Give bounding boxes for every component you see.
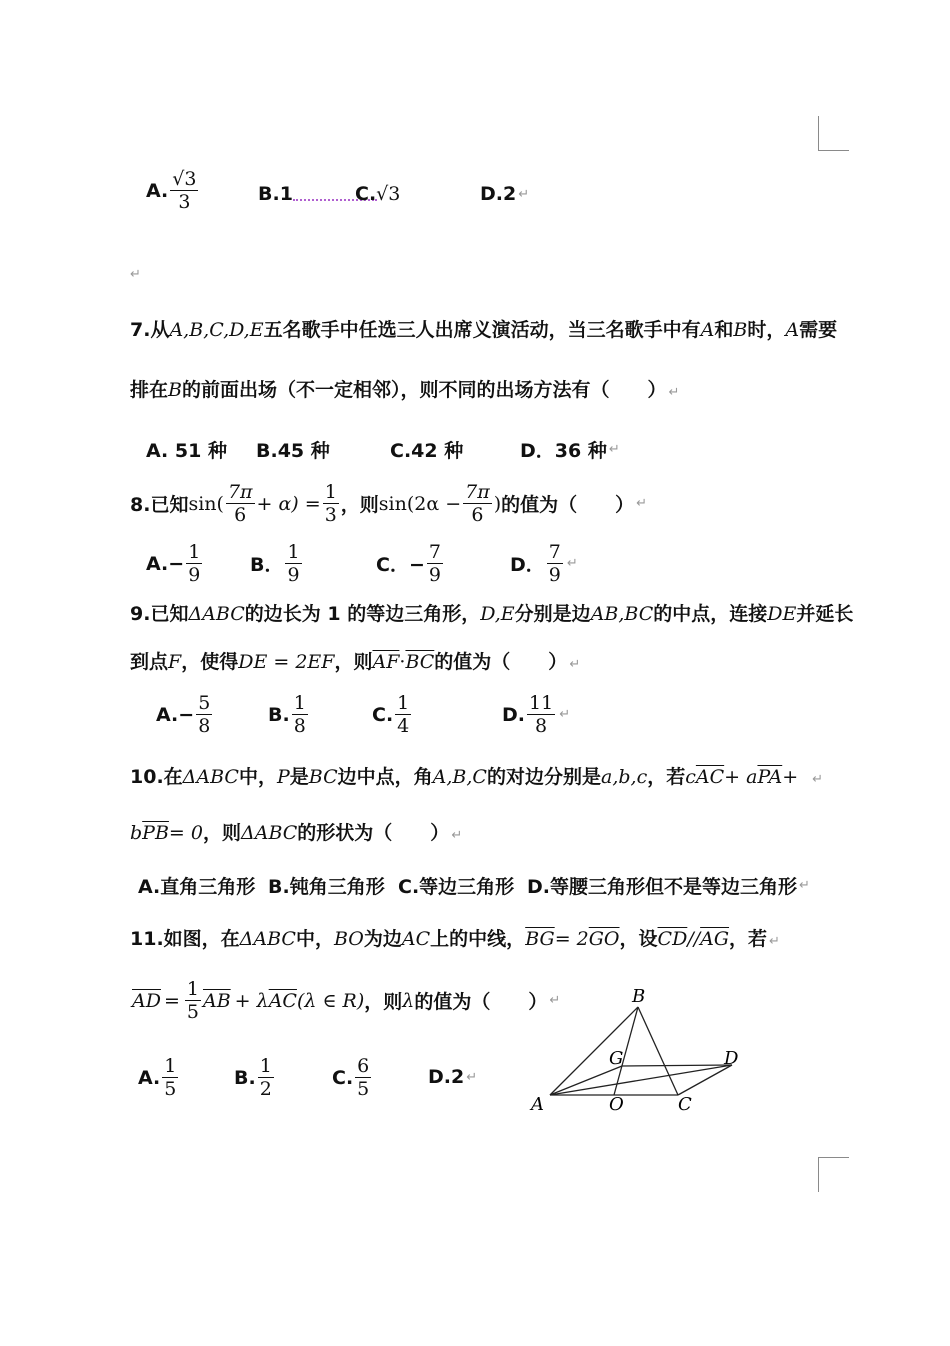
q8-d-fraction — [547, 541, 563, 586]
q9-b-den: 8 — [293, 715, 306, 737]
q8-math: sin( — [188, 492, 224, 515]
q9-vector: $\overline{BC}$ — [405, 651, 435, 673]
q10-text: 边中点，角 — [337, 766, 433, 788]
q11-option-b — [234, 1055, 276, 1100]
q9-math: ΔABC — [188, 603, 245, 625]
q7-b-text: B.45 种 — [256, 440, 330, 462]
paragraph-mark: ↵ — [608, 442, 620, 457]
q10-math: = 0 — [168, 822, 203, 844]
q11-math: BO — [333, 928, 364, 950]
q9-a-den: 8 — [198, 715, 211, 737]
label-C: C — [678, 1094, 692, 1115]
label-G: G — [609, 1048, 624, 1069]
q8-fraction-2 — [323, 481, 339, 526]
paragraph-mark: ↵ — [559, 707, 571, 722]
q11-text: ，若 — [729, 928, 768, 950]
q10-text: 10.在 — [130, 766, 183, 788]
paragraph-mark: ↵ — [518, 186, 530, 202]
q10-math: a,b,c — [601, 766, 648, 788]
q10-text: ，则 — [202, 822, 241, 844]
q7-line-2 — [130, 376, 679, 407]
q10-text: ，若 — [647, 766, 686, 788]
q9-option-c — [372, 692, 413, 737]
page-corner-mark-top — [818, 116, 849, 151]
q9-option-d — [502, 692, 570, 737]
q8-d-num: 7 — [548, 541, 561, 563]
q8-c-fraction — [427, 541, 443, 586]
q10-vector: $\overline{AC}$ — [695, 766, 725, 788]
q11-num: 1 — [186, 978, 199, 1000]
q9-a-label: A.− — [156, 703, 195, 726]
q9-math: DE — [767, 603, 797, 625]
segment-AG — [550, 1066, 622, 1095]
segment-BC — [638, 1007, 678, 1095]
q11-vector: $\overline{AC}$ — [268, 989, 297, 1012]
q10-math: c — [685, 766, 696, 788]
empty-paragraph — [128, 258, 141, 289]
q7-math: B — [168, 379, 182, 401]
q11-vector: $\overline{CD}$ — [657, 928, 688, 950]
q9-b-num: 1 — [293, 692, 306, 714]
q9-option-a — [156, 692, 214, 737]
q11-c-num: 6 — [357, 1055, 370, 1077]
q9-text: 到点 — [130, 651, 169, 673]
q9-a-fraction — [196, 692, 212, 737]
q9-line-1 — [130, 600, 853, 628]
q10-option-d — [527, 872, 810, 899]
q9-a-num: 5 — [198, 692, 211, 714]
q11-vector: $\overline{AB}$ — [202, 989, 231, 1012]
q6-option-a — [146, 168, 200, 213]
q11-b-fraction — [258, 1055, 274, 1100]
q11-den: 5 — [186, 1001, 199, 1023]
q8-option-b — [250, 541, 304, 586]
q10-line-1 — [130, 763, 823, 794]
q11-line-1 — [130, 925, 780, 956]
q9-math: · — [399, 651, 406, 673]
q11-fraction — [185, 978, 201, 1023]
q8-a-num: 1 — [188, 541, 201, 563]
q11-text: ，则 — [364, 991, 403, 1013]
q11-b-num: 1 — [259, 1055, 272, 1077]
paragraph-mark: ↵ — [130, 267, 141, 282]
q10-option-a — [138, 872, 255, 899]
label-O: O — [609, 1094, 624, 1115]
q9-c-label: C. — [372, 703, 394, 726]
q11-line-2 — [132, 978, 560, 1023]
q8-a-label: A.− — [146, 552, 185, 575]
q8-c-num: 7 — [428, 541, 441, 563]
q9-c-den: 4 — [397, 715, 410, 737]
q9-text: ，使得 — [181, 651, 239, 673]
label-A: A — [531, 1094, 544, 1115]
q11-vector: $\overline{AD}$ — [132, 989, 161, 1012]
q8-option-d — [510, 541, 578, 586]
paragraph-mark: ↵ — [799, 878, 810, 893]
q9-d-num: 11 — [529, 692, 554, 714]
paragraph-mark: ↵ — [466, 1069, 478, 1085]
q11-a-fraction — [162, 1055, 178, 1100]
q11-math: = — [163, 989, 180, 1012]
q8-stem — [130, 481, 647, 526]
q8-b-fraction — [285, 541, 301, 586]
q10-text: 的形状为（ ） — [297, 822, 450, 844]
q6-c-label: C. — [355, 183, 377, 205]
q11-a-den: 5 — [164, 1078, 177, 1100]
q8-f1-num: 7π — [227, 481, 253, 503]
q9-math: DE = 2EF — [238, 651, 335, 673]
paragraph-mark: ↵ — [636, 496, 648, 511]
q6-c-value: √3 — [376, 183, 401, 205]
q11-vector: $\overline{AG}$ — [700, 928, 730, 950]
q9-vector: $\overline{AF}$ — [372, 651, 400, 673]
q8-f2-den: 3 — [324, 504, 337, 526]
q8-f1-den: 6 — [234, 504, 247, 526]
q11-math: // — [687, 928, 701, 950]
q7-option-b — [256, 436, 330, 463]
q9-c-fraction — [395, 692, 411, 737]
q9-d-den: 8 — [535, 715, 548, 737]
q8-option-a — [146, 541, 204, 586]
q8-d-den: 9 — [548, 564, 561, 586]
q11-c-label: C. — [332, 1066, 354, 1089]
q6-b-text: B.1 — [258, 183, 293, 205]
q7-math: A — [700, 319, 715, 341]
q7-a-text: A. 51 种 — [146, 440, 227, 462]
q11-d-text: D.2 — [428, 1066, 465, 1088]
q9-text: 分别是边 — [514, 603, 591, 625]
q9-d-label: D. — [502, 703, 525, 726]
q6-a-fraction — [170, 168, 198, 213]
q9-d-fraction — [527, 692, 555, 737]
q11-text: 上的中线， — [430, 928, 526, 950]
q9-text: 的中点，连接 — [653, 603, 768, 625]
q9-c-num: 1 — [397, 692, 410, 714]
q11-option-d — [428, 1066, 477, 1088]
q8-b-den: 9 — [287, 564, 300, 586]
q6-option-d — [480, 183, 529, 205]
q8-b-label: B． — [250, 554, 284, 576]
q10-math: P — [276, 766, 290, 788]
q6-a-den: 3 — [178, 191, 191, 213]
q9-math: D,E — [480, 603, 515, 625]
q11-math: = 2 — [554, 928, 589, 950]
q11-text: 中， — [295, 928, 334, 950]
paragraph-mark: ↵ — [451, 828, 463, 843]
q8-fraction-3 — [463, 481, 492, 526]
paragraph-mark: ↵ — [569, 657, 581, 672]
q8-a-den: 9 — [188, 564, 201, 586]
page-corner-mark-bottom — [818, 1157, 849, 1192]
q10-vector: $\overline{PB}$ — [142, 822, 169, 844]
segment-AB — [550, 1007, 638, 1095]
q9-math: AB,BC — [590, 603, 654, 625]
q11-text: 的值为（ ） — [414, 991, 548, 1013]
q10-math: b — [130, 822, 143, 844]
q8-b-num: 1 — [287, 541, 300, 563]
q7-d-text: D．36 种 — [520, 440, 607, 462]
q10-d-text: D.等腰三角形但不是等边三角形 — [527, 876, 797, 898]
label-B: B — [632, 986, 646, 1007]
q9-text: 并延长 — [796, 603, 854, 625]
q9-b-fraction — [292, 692, 308, 737]
q7-math: B — [733, 319, 748, 341]
q9-text: ，则 — [334, 651, 373, 673]
q10-math: ΔABC — [241, 822, 298, 844]
q11-option-c — [332, 1055, 373, 1100]
q8-a-fraction — [186, 541, 202, 586]
q11-math: (λ ∈ R) — [296, 989, 365, 1012]
q8-text: 的值为（ ） — [501, 494, 635, 516]
q10-math: ΔABC — [182, 766, 239, 788]
q10-text: 是 — [289, 766, 309, 788]
q8-fraction-1 — [226, 481, 255, 526]
q6-d-text: D.2 — [480, 183, 517, 205]
q10-math: + — [782, 766, 799, 788]
q10-math: A,B,C — [432, 766, 487, 788]
q7-text: 7.从 — [130, 319, 170, 341]
q11-b-den: 2 — [259, 1078, 272, 1100]
q9-line-2 — [130, 648, 580, 679]
q11-geometry-figure — [520, 980, 780, 1120]
q8-c-label: C．− — [376, 554, 425, 576]
paragraph-mark: ↵ — [668, 385, 680, 400]
q11-text: 为边 — [363, 928, 402, 950]
q7-math: A,B,C,D,E — [169, 319, 264, 341]
q6-a-num: √3 — [172, 168, 197, 190]
q11-math: + λ — [234, 989, 269, 1012]
q10-option-b — [268, 872, 385, 899]
q8-f3-num: 7π — [465, 481, 490, 503]
q11-text: ，设 — [619, 928, 658, 950]
q7-math: A — [785, 319, 800, 341]
q7-text: 五名歌手中任选三人出席义演活动，当三名歌手中有 — [263, 319, 701, 341]
q10-math: + a — [724, 766, 758, 788]
q7-text: 和 — [714, 319, 734, 341]
q11-a-num: 1 — [164, 1055, 177, 1077]
q8-math: ) — [493, 492, 502, 515]
q6-option-c — [355, 183, 400, 205]
q9-text: 9.已知 — [130, 603, 189, 625]
q11-text: 11.如图，在 — [130, 928, 240, 950]
q7-text: 需要 — [799, 319, 838, 341]
q11-option-a — [138, 1055, 180, 1100]
paragraph-mark: ↵ — [566, 556, 578, 571]
q7-text: 的前面出场（不一定相邻），则不同的出场方法有（ ） — [181, 379, 667, 401]
q7-text: 时， — [747, 319, 786, 341]
q8-text: 8.已知 — [130, 494, 189, 516]
q9-option-b — [268, 692, 310, 737]
q10-text: 的对边分别是 — [486, 766, 601, 788]
q9-text: 的值为（ ） — [434, 651, 568, 673]
q9-text: 的边长为 1 的等边三角形， — [244, 603, 481, 625]
q10-a-text: A.直角三角形 — [138, 876, 256, 898]
q7-line-1 — [130, 316, 837, 344]
q11-vector: $\overline{GO}$ — [588, 928, 620, 950]
q8-d-label: D． — [510, 554, 545, 576]
q7-option-d — [520, 436, 620, 463]
q8-option-c — [376, 541, 445, 586]
label-D: D — [724, 1048, 739, 1069]
q8-f3-den: 6 — [471, 504, 484, 526]
q11-math: λ — [402, 989, 415, 1012]
q7-option-c — [390, 436, 463, 463]
q9-math: F — [168, 651, 182, 673]
q8-math: sin(2α − — [378, 492, 462, 515]
paragraph-mark: ↵ — [812, 772, 824, 787]
q11-a-label: A. — [138, 1066, 161, 1089]
q10-text: 中， — [238, 766, 277, 788]
q9-b-label: B. — [268, 703, 290, 726]
segment-GD — [622, 1065, 732, 1066]
q11-vector: $\overline{BG}$ — [525, 928, 555, 950]
q6-a-label: A. — [146, 179, 169, 202]
q10-c-text: C.等边三角形 — [398, 876, 515, 898]
q10-vector: $\overline{PA}$ — [757, 766, 783, 788]
q11-c-den: 5 — [357, 1078, 370, 1100]
q8-text: ，则 — [340, 494, 379, 516]
q10-line-2 — [130, 819, 462, 850]
q8-f2-num: 1 — [324, 481, 337, 503]
q8-c-den: 9 — [428, 564, 441, 586]
paragraph-mark: ↵ — [769, 934, 780, 949]
q11-c-fraction — [355, 1055, 371, 1100]
q10-b-text: B.钝角三角形 — [268, 876, 385, 898]
q7-text: 排在 — [130, 379, 169, 401]
q11-b-label: B. — [234, 1066, 256, 1089]
q10-option-c — [398, 872, 514, 899]
q11-math: ΔABC — [239, 928, 296, 950]
q11-math: AC — [401, 928, 431, 950]
q8-math: + α) = — [256, 492, 321, 515]
q10-math: BC — [308, 766, 338, 788]
q7-c-text: C.42 种 — [390, 440, 464, 462]
paragraph-mark: ↵ — [549, 993, 561, 1008]
q7-option-a — [146, 436, 227, 463]
